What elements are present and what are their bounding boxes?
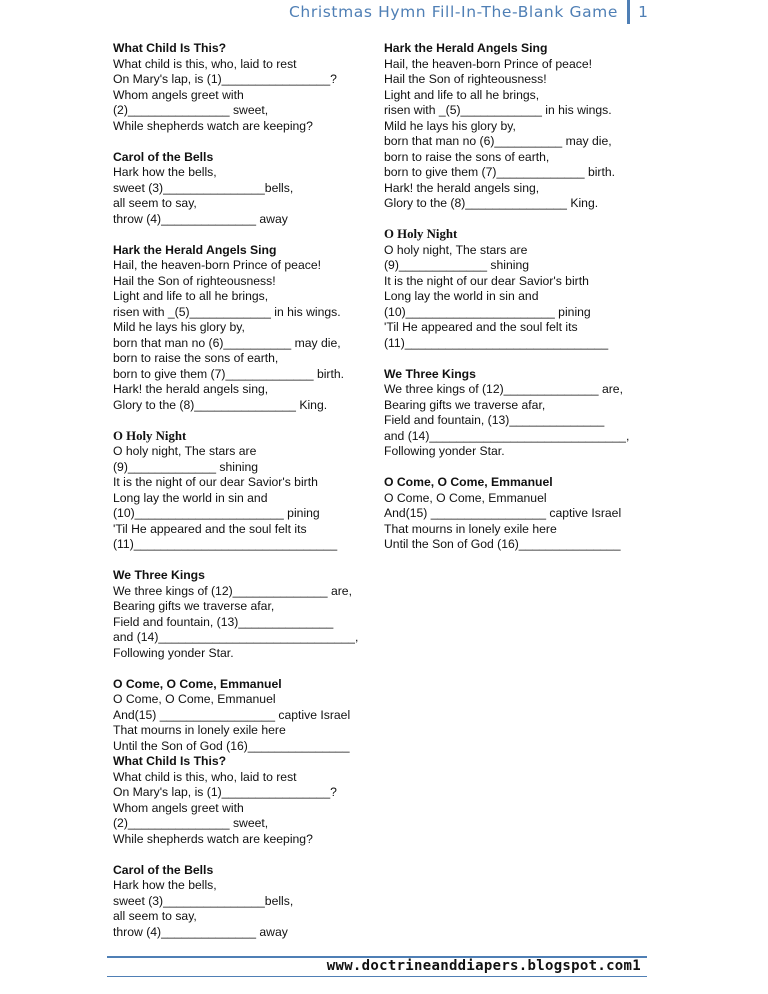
lyric-line: Field and fountain, (13)______________ [384, 413, 605, 427]
lyric-line: O Come, O Come, Emmanuel [384, 490, 547, 505]
lyric-line: born that man no (6)__________ may die, [113, 335, 341, 350]
lyric-line: risen with _(5)____________ in his wings. [113, 304, 341, 319]
song-carol-of-the-bells [113, 863, 388, 941]
footer-page-number: 1 [632, 958, 641, 974]
lyric-line: Long lay the world in sin and [113, 490, 268, 505]
lyric-line: On Mary's lap, is (1)________________? [113, 72, 337, 86]
lyric-line: and (14)_____________________________, [113, 630, 359, 644]
lyric-line: What child is this, who, laid to rest [113, 56, 297, 71]
lyric-line: Mild he lays his glory by, [384, 118, 516, 133]
lyric-line: And(15) _________________ captive Israel [384, 506, 622, 520]
header-page-number: 1 [638, 3, 648, 21]
lyric-line: O holy night, The stars are [384, 242, 528, 257]
right-column [384, 41, 674, 568]
page-header [270, 0, 650, 26]
lyric-line: We three kings of (12)______________ are, [113, 583, 352, 598]
footer-url: www.doctrineanddiapers.blogspot.com [326, 958, 633, 974]
lyric-line: O Come, O Come, Emmanuel [113, 692, 276, 706]
song-o-come-o-come-emmanuel [113, 677, 388, 755]
song-title: We Three Kings [384, 366, 476, 381]
document-title: Christmas Hymn Fill-In-The-Blank Game [289, 3, 618, 21]
lyric-line: Field and fountain, (13)______________ [113, 614, 334, 629]
lyric-line: Whom angels greet with [113, 800, 244, 815]
lyric-line: born to raise the sons of earth, [113, 351, 279, 365]
lyric-line: throw (4)______________ away [113, 211, 288, 226]
lyric-line: risen with _(5)____________ in his wings. [384, 103, 612, 117]
header-divider [627, 0, 630, 24]
song-title: O Holy Night [113, 428, 187, 443]
lyric-line: born that man no (6)__________ may die, [384, 134, 612, 148]
lyric-line: Hail the Son of righteousness! [113, 273, 276, 288]
lyric-line: Hark! the herald angels sing, [113, 382, 269, 396]
song-what-child-is-this [113, 41, 388, 134]
song-title: O Holy Night [384, 227, 458, 241]
lyric-line: Following yonder Star. [384, 444, 505, 458]
lyric-line: Hark how the bells, [113, 165, 217, 179]
lyric-line: (10)______________________ pining [113, 506, 320, 520]
lyric-line: 'Til He appeared and the soul felt its [384, 320, 578, 334]
lyric-line: That mourns in lonely exile here [384, 521, 557, 536]
lyric-line: Long lay the world in sin and [384, 289, 539, 303]
lyric-line: (9)_____________ shining [113, 459, 259, 474]
song-carol-of-the-bells [113, 150, 388, 228]
lyric-line: Hail the Son of righteousness! [384, 72, 547, 86]
song-title: Hark the Herald Angels Sing [113, 242, 277, 257]
lyric-line: (9)_____________ shining [384, 258, 530, 272]
lyric-line: Mild he lays his glory by, [113, 320, 245, 334]
song-hark-the-herald-angels-sing [113, 243, 388, 414]
lyric-line: What child is this, who, laid to rest [113, 769, 297, 784]
lyric-line: While shepherds watch are keeping? [113, 118, 313, 133]
lyric-line: Glory to the (8)_______________ King. [113, 397, 328, 412]
lyric-line: born to give them (7)_____________ birth. [384, 165, 616, 179]
song-title: Carol of the Bells [113, 862, 214, 877]
lyric-line: (10)______________________ pining [384, 304, 591, 319]
song-title: What Child Is This? [113, 41, 227, 55]
lyric-line: (2)_______________ sweet, [113, 103, 269, 117]
lyric-line: (11)______________________________ [113, 537, 338, 551]
song-what-child-is-this [113, 754, 388, 847]
lyric-line: throw (4)______________ away [113, 924, 288, 939]
lyric-line: That mourns in lonely exile here [113, 723, 286, 737]
lyric-line: Bearing gifts we traverse afar, [113, 599, 275, 613]
song-hark-the-herald-angels-sing [384, 41, 674, 212]
footer-rule-bottom [107, 976, 647, 977]
lyric-line: Until the Son of God (16)_______________ [113, 738, 350, 753]
footer-url-link[interactable] [327, 958, 641, 974]
lyric-line: Hark! the herald angels sing, [384, 180, 540, 195]
song-title: Hark the Herald Angels Sing [384, 41, 548, 55]
lyric-line: 'Til He appeared and the soul felt its [113, 521, 307, 536]
left-column [113, 41, 388, 956]
lyric-line: Following yonder Star. [113, 645, 234, 660]
song-o-holy-night [384, 227, 674, 351]
lyric-line: It is the night of our dear Savior's birth [384, 273, 589, 288]
lyric-line: It is the night of our dear Savior's birth [113, 475, 318, 489]
lyric-line: Whom angels greet with [113, 87, 244, 102]
lyric-line: While shepherds watch are keeping? [113, 831, 313, 846]
lyric-line: all seem to say, [113, 909, 197, 923]
lyric-line: all seem to say, [113, 196, 197, 210]
lyric-line: (2)_______________ sweet, [113, 816, 269, 830]
lyric-line: born to raise the sons of earth, [384, 149, 550, 164]
lyric-line: O holy night, The stars are [113, 444, 257, 458]
song-we-three-kings [113, 568, 388, 661]
song-title: We Three Kings [113, 568, 205, 582]
song-o-come-o-come-emmanuel [384, 475, 674, 553]
song-we-three-kings [384, 367, 674, 460]
lyric-line: sweet (3)_______________bells, [113, 893, 294, 908]
lyric-line: Hail, the heaven-born Prince of peace! [384, 56, 592, 71]
lyric-line: Hail, the heaven-born Prince of peace! [113, 258, 321, 272]
lyric-line: Until the Son of God (16)_______________ [384, 537, 621, 551]
song-title: O Come, O Come, Emmanuel [113, 676, 282, 691]
lyric-line: And(15) _________________ captive Israel [113, 707, 351, 722]
lyric-line: Hark how the bells, [113, 878, 217, 892]
song-o-holy-night [113, 429, 388, 553]
lyric-line: and (14)_____________________________, [384, 428, 630, 443]
lyric-line: On Mary's lap, is (1)________________? [113, 785, 337, 799]
lyric-line: Glory to the (8)_______________ King. [384, 196, 599, 210]
page-footer [107, 956, 647, 978]
song-title: What Child Is This? [113, 754, 227, 768]
lyric-line: sweet (3)_______________bells, [113, 180, 294, 195]
song-title: Carol of the Bells [113, 149, 214, 164]
lyric-line: Bearing gifts we traverse afar, [384, 397, 546, 412]
lyric-line: Light and life to all he brings, [113, 289, 269, 303]
song-title: O Come, O Come, Emmanuel [384, 475, 553, 489]
lyric-line: Light and life to all he brings, [384, 87, 540, 102]
lyric-line: born to give them (7)_____________ birth. [113, 366, 345, 381]
lyric-line: We three kings of (12)______________ are, [384, 382, 623, 396]
lyric-line: (11)______________________________ [384, 335, 609, 350]
